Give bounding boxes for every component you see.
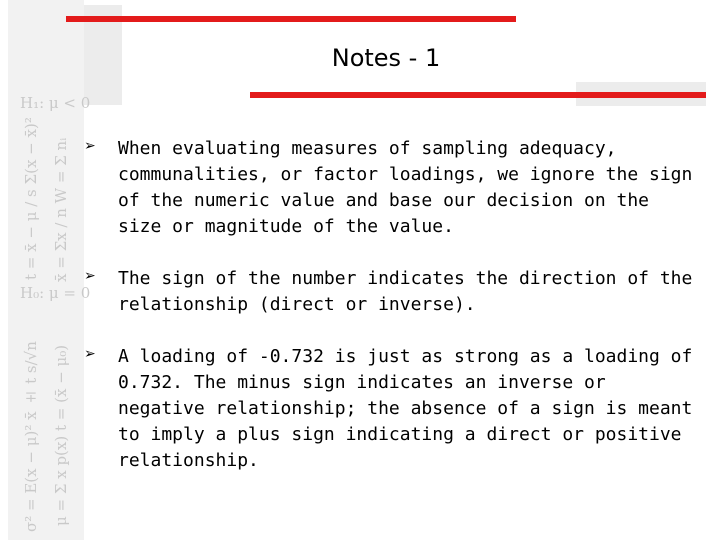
- watermark-formula-h1: H₁: μ < 0: [20, 94, 91, 112]
- bullet-text: A loading of -0.732 is just as strong as a loading of 0.732. The minus sign indicates an inverse or negative relationship; the absence of a sign is meant to imply a plus sign indicating a direct or positive relationship.: [118, 346, 693, 471]
- arrow-bullet-icon: ➢: [84, 138, 96, 154]
- arrow-bullet-icon: ➢: [84, 346, 96, 362]
- accent-bar-middle: [250, 92, 706, 98]
- watermark-formula-h0: H₀: μ = 0: [20, 284, 91, 302]
- bullet-item: [84, 344, 704, 474]
- watermark-formula-vertical-2: x̄ = Σx / n W = Σ nᵢ: [52, 137, 70, 282]
- watermark-formula-vertical-3: σ² = E(x − μ)² x̄ ± t s/√n: [22, 341, 40, 532]
- arrow-bullet-icon: ➢: [84, 268, 96, 284]
- bullet-text: When evaluating measures of sampling adequacy, communalities, or factor loadings, we ignore the sign of the numeric value and base our decision on the size or magnitude of the value.: [118, 138, 693, 237]
- watermark-formula-vertical-4: μ = Σ x p(x) t = (x̄ − μ₀): [52, 344, 70, 526]
- bullet-list: [84, 136, 704, 474]
- bullet-text: The sign of the number indicates the direction of the relationship (direct or inverse).: [118, 268, 693, 315]
- decorative-stripe-left: [8, 0, 84, 540]
- bullet-item: [84, 266, 704, 318]
- accent-bar-top: [66, 16, 516, 22]
- slide-title: Notes - 1: [331, 44, 441, 72]
- watermark-formula-vertical-1: t = x̄ − μ / s Σ(x − x̄)²: [22, 117, 40, 280]
- bullet-item: [84, 136, 704, 240]
